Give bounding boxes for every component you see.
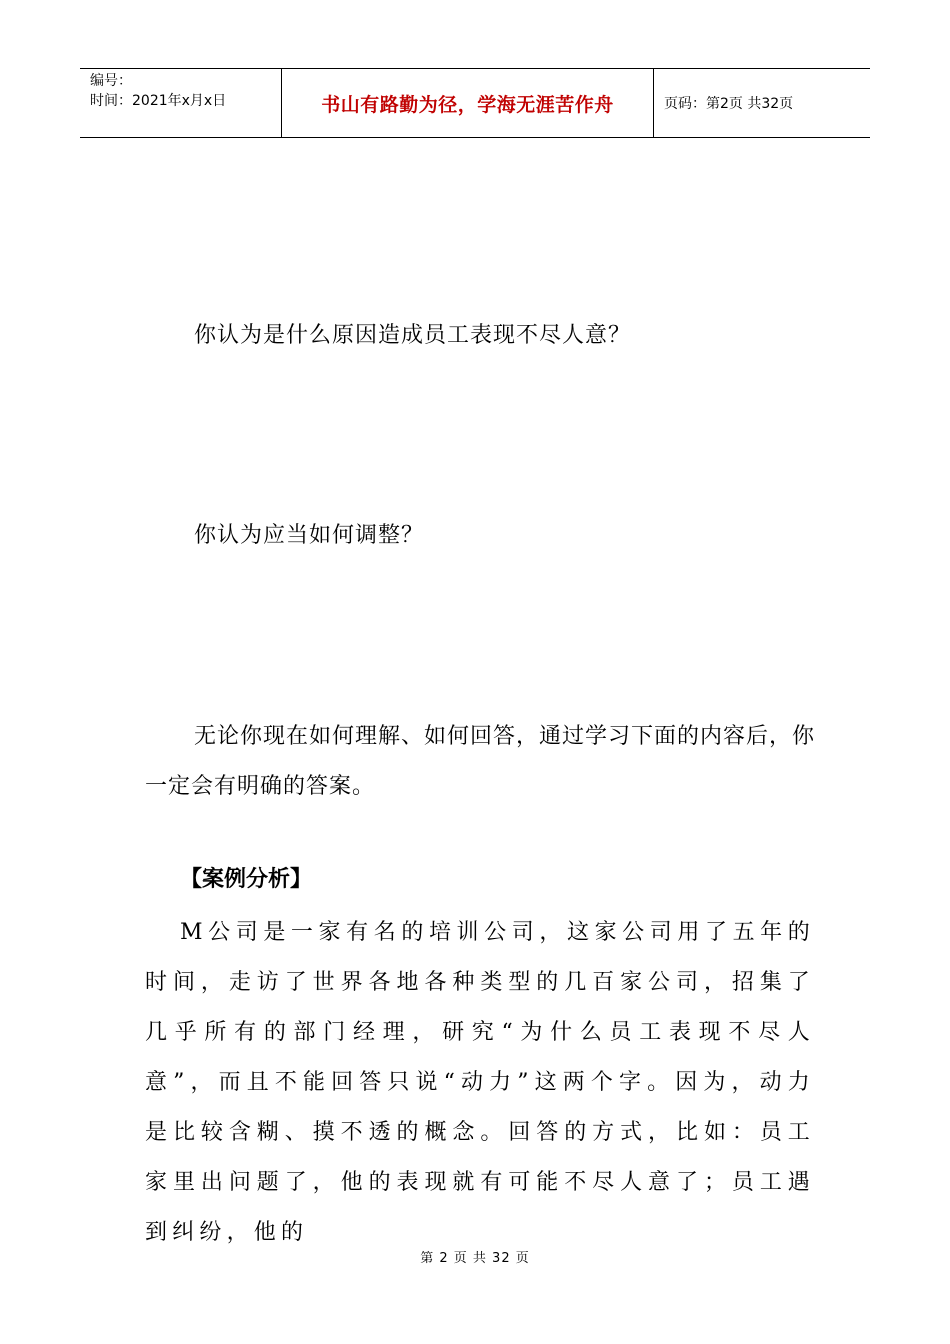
case-title: 【案例分析】	[180, 867, 313, 892]
question-1: 你认为是什么原因造成员工表现不尽人意？	[194, 323, 632, 348]
time-label: 时间：2021年x月x日	[90, 93, 227, 109]
case-body: M公司是一家有名的培训公司，这家公司用了五年的时间，走访了世界各地各种类型的几百家公司，招集了几乎所有的部门经理，研究“为什么员工表现不尽人意”，而且不能回答只说“动力”这两个字。因为，动力是比较含糊、摸不透的概念。回答的方式，比如：员工家里出问题了，他的表现就有可能不尽人意了；员工遇到纠纷，他的	[145, 920, 815, 1245]
intro-paragraph: 无论你现在如何理解、如何回答，通过学习下面的内容后，你一定会有明确的答案。	[145, 724, 816, 799]
header-meta	[80, 69, 282, 137]
header-page-info: 页码：第2页 共32页	[664, 96, 794, 112]
question-2: 你认为应当如何调整？	[194, 523, 425, 548]
page-header	[80, 68, 870, 138]
page-footer: 第 2 页 共 32 页	[420, 1251, 530, 1266]
code-label: 编号：	[90, 73, 132, 89]
header-motto: 书山有路勤为径，学海无涯苦作舟	[282, 69, 654, 137]
